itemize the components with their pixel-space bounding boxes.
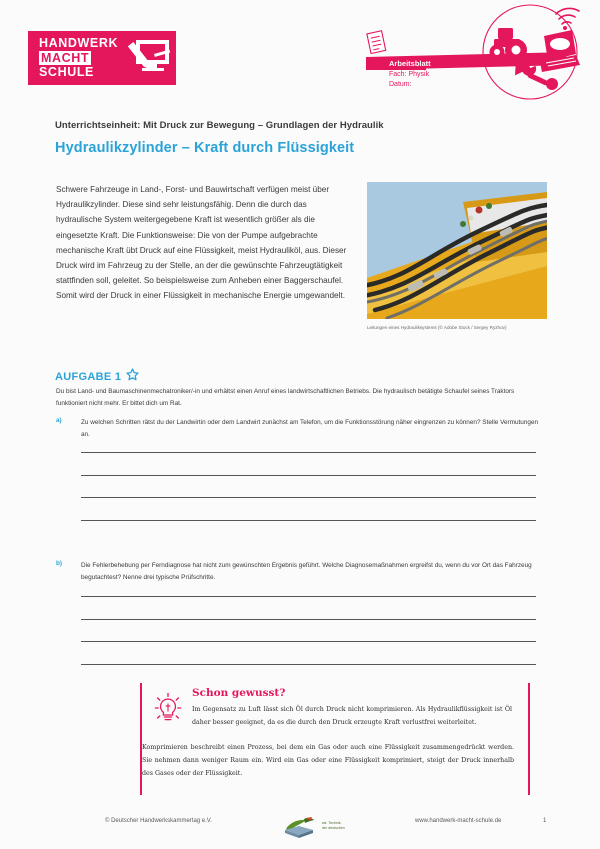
website-url[interactable]: www.handwerk-macht-schule.de [415, 818, 502, 824]
page-footer [0, 812, 600, 842]
subtask-a-marker: a) [56, 417, 62, 424]
hydraulic-hoses-photo [367, 182, 547, 319]
answer-line[interactable] [81, 596, 536, 597]
brand-logo [28, 31, 176, 85]
answer-lines-b[interactable] [81, 596, 536, 686]
answer-line[interactable] [81, 497, 536, 498]
subtask-b [56, 560, 556, 583]
box-right-rule [528, 683, 530, 795]
partner-tagline [322, 821, 345, 830]
brand-logo-wordmark [39, 36, 118, 80]
partner-tagline-line1: wir. Technik. [322, 821, 342, 825]
unit-eyebrow: Unterrichtseinheit: Mit Druck zur Bewegung – Grundlagen der Hydraulik [55, 120, 384, 131]
subject-label: Fach: Physik [389, 71, 430, 78]
subtask-b-text: Die Fehlerbehebung per Ferndiagnose hat nicht zum gewünschten Ergebnis geführt. Welche Diagnosemaßnahmen ergreifst du, wenn du vor Ort das Fahrzeug begutachtest? Nenne drei typische Prüfschritte. [81, 562, 532, 581]
subtask-a [56, 417, 556, 440]
brand-logo-line1: HANDWERK [39, 36, 119, 51]
answer-line[interactable] [81, 520, 536, 521]
task-heading [55, 368, 139, 386]
did-you-know-paragraph-2: Komprimieren beschreibt einen Prozess, bei dem ein Gas oder auch eine Flüssigkeit zusammengedrückt werden. Sie nehmen dann weniger Raum ein. Wird ein Gas oder eine Flüssigkeit komprimiert, steigt der Druck innerhalb des Gases oder der Flüssigkeit. [142, 744, 514, 777]
task-intro-text: Du bist Land- und Baumaschinenmechatroniker/-in und erhältst einen Anruf eines landwirtschaftlichen Betriebs. Die hydraulisch betätigte Schaufel seines Traktors funktioniert nicht mehr. Er bittet dich um Rat. [56, 388, 515, 407]
lightbulb-icon [154, 693, 182, 730]
answer-line[interactable] [81, 475, 536, 476]
did-you-know-paragraph-1: Im Gegensatz zu Luft lässt sich Öl durch Druck nicht komprimieren. Als Hydraulikflüssigkeit ist Öl daher besser geeignet, da es die durch den Druck erzeugte Kraft verlustfrei weiterleitet. [192, 706, 512, 726]
worksheet-meta [388, 57, 518, 90]
monitor-pencil-icon [124, 36, 176, 81]
did-you-know-box [140, 683, 530, 795]
subtask-a-text: Zu welchen Schritten rätst du der Landwirtin oder dem Landwirt zunächst am Telefon, um die Funktionsstörung näher eingrenzen zu können? Stelle Vermutungen an. [81, 419, 539, 438]
task-label: AUFGABE 1 [55, 371, 122, 383]
answer-line[interactable] [81, 619, 536, 620]
page-title: Hydraulikzylinder – Kraft durch Flüssigkeit [55, 140, 355, 156]
answer-line[interactable] [81, 641, 536, 642]
star-icon [126, 368, 139, 386]
date-label: Datum: [389, 81, 412, 88]
intro-paragraph: Schwere Fahrzeuge in Land-, Forst- und Bauwirtschaft verfügen meist über Hydraulikzylinder. Diese sind sehr leistungsfähig. Denn die durch das hydraulische System weitergegebene Kraft ist wesentlich größer als die eingesetzte Kraft. Die Funktionsweise: Die von der Pumpe aufgebrachte mechanische Kraft übt Druck auf eine Flüssigkeit, meist Hydrauliköl, aus. Dieser Druck wird im Fahrzeug zu der Stelle, an der die gewünschte Fahrzeugtätigkeit stattfinden soll, geleitet. So beispielsweise zum Anheben einer Baggerschaufel. Somit wird der Druck in einer Flüssigkeit in mechanische Energie umgewandelt. [56, 185, 347, 301]
subtask-b-marker: b) [56, 560, 63, 567]
photo-caption: Leitungen eines Hydrauliksystems (© Adobe Stock / Sergey Ryzhov) [367, 325, 507, 330]
partner-tagline-line2: der deutschen [322, 825, 345, 830]
sheet-type-label: Arbeitsblatt [389, 59, 431, 68]
did-you-know-title: Schon gewusst? [192, 687, 286, 699]
answer-line[interactable] [81, 664, 536, 665]
answer-line[interactable] [81, 452, 536, 453]
brand-logo-line3: SCHULE [39, 65, 94, 80]
answer-lines-a[interactable] [81, 452, 536, 542]
brand-logo-line2: MACHT [41, 50, 90, 65]
copyright-text: © Deutscher Handwerkskammertag e.V. [105, 818, 212, 824]
green-book-logo [282, 813, 316, 844]
page-number: 1 [543, 818, 547, 824]
